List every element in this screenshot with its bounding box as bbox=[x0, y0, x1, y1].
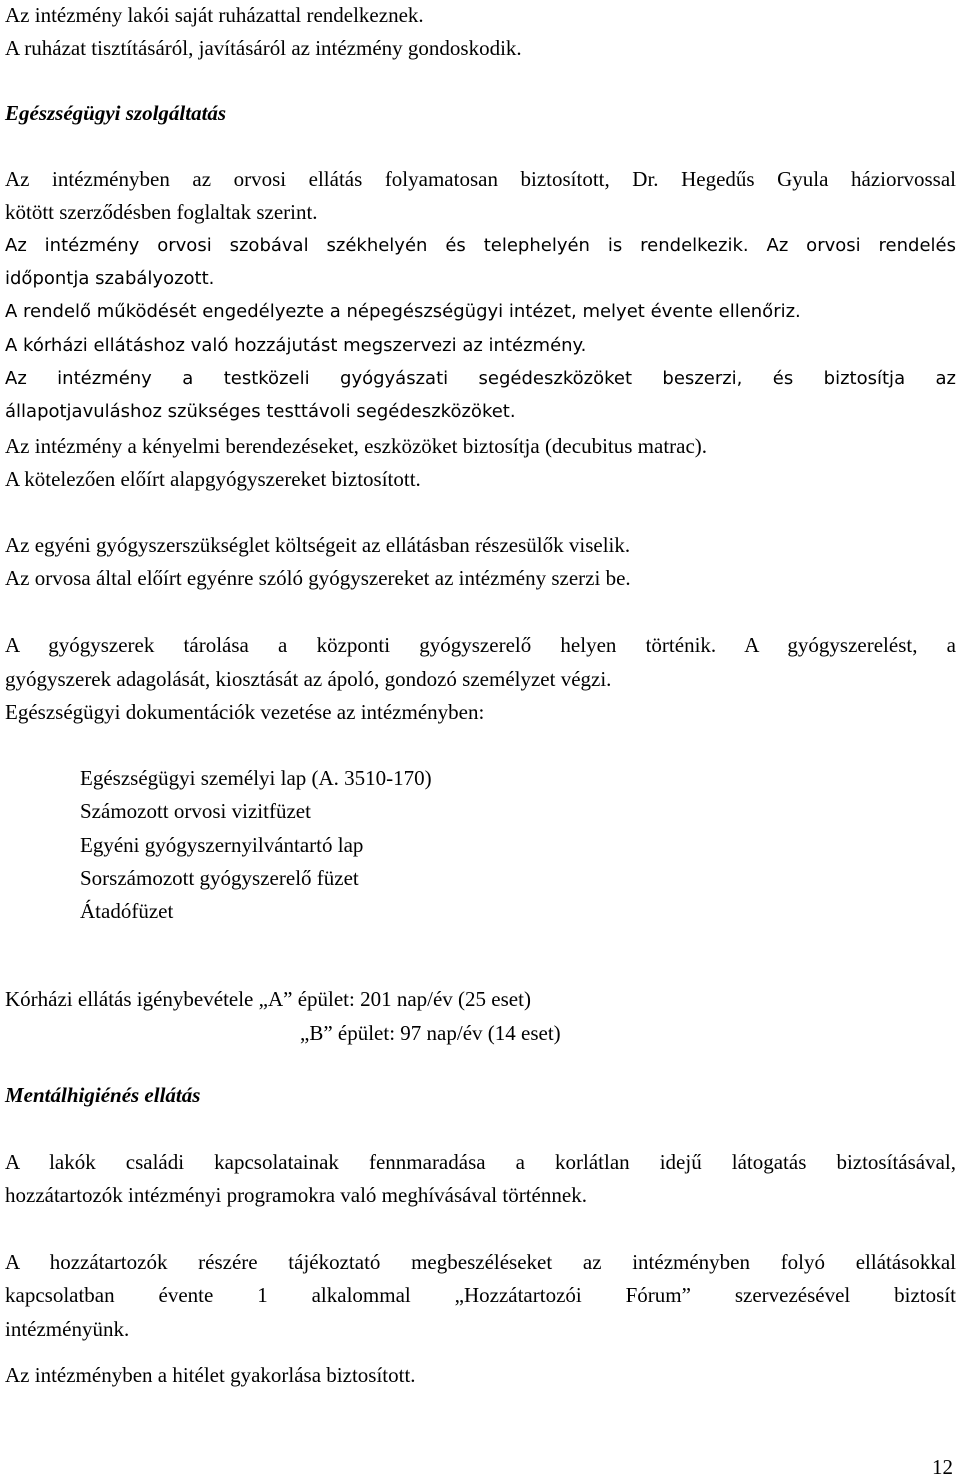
health-p5-line-2: állapotjavuláshoz szükséges testtávoli segédeszközöket. bbox=[5, 401, 516, 422]
health-p4: A kórházi ellátáshoz való hozzájutást megszervezi az intézmény. bbox=[5, 335, 587, 356]
section-heading-mental: Mentálhigiénés ellátás bbox=[5, 1083, 201, 1107]
health-p2-line-2: időpontja szabályozott. bbox=[5, 268, 215, 289]
mental-p3: Az intézményben a hitélet gyakorlása biztosított. bbox=[5, 1363, 416, 1387]
docs-intro: Egészségügyi dokumentációk vezetése az intézményben: bbox=[5, 700, 485, 724]
meds-p2: Az orvosa által előírt egyénre szóló gyógyszereket az intézmény szerzi be. bbox=[5, 566, 631, 590]
docs-list-item: Sorszámozott gyógyszerelő füzet bbox=[80, 866, 359, 890]
health-p1-line-2: kötött szerződésben foglaltak szerint. bbox=[5, 200, 318, 224]
health-p5-line-1: Az intézmény a testközeli gyógyászati segédeszközöket beszerzi, és biztosítja az bbox=[5, 368, 956, 389]
mental-p2-line-1: A hozzátartozók részére tájékoztató megbeszéléseket az intézményben folyó ellátásokkal bbox=[5, 1250, 956, 1274]
health-p3: A rendelő működését engedélyezte a népegészségügyi intézet, melyet évente ellenőriz. bbox=[5, 301, 801, 322]
meds-p3-line-2: gyógyszerek adagolását, kiosztását az ápoló, gondozó személyzet végzi. bbox=[5, 667, 612, 691]
mental-p2-line-2: kapcsolatban évente 1 alkalommal „Hozzátartozói Fórum” szervezésével biztosít bbox=[5, 1283, 956, 1307]
mental-p1-line-1: A lakók családi kapcsolatainak fennmaradása a korlátlan idejű látogatás biztosításával, bbox=[5, 1150, 956, 1174]
docs-list-item: Egyéni gyógyszernyilvántartó lap bbox=[80, 833, 364, 857]
intro-line-1: Az intézmény lakói saját ruházattal rendelkeznek. bbox=[5, 3, 424, 27]
page-number: 12 bbox=[932, 1455, 953, 1479]
docs-list-item: Számozott orvosi vizitfüzet bbox=[80, 799, 311, 823]
section-heading-health: Egészségügyi szolgáltatás bbox=[5, 101, 227, 125]
mental-p1-line-2: hozzátartozók intézményi programokra való meghívásával történnek. bbox=[5, 1183, 587, 1207]
health-p2-line-1: Az intézmény orvosi szobával székhelyén és telephelyén is rendelkezik. Az orvosi rendelés bbox=[5, 235, 956, 256]
docs-list-item: Átadófüzet bbox=[80, 899, 174, 923]
health-p7: A kötelezően előírt alapgyógyszereket biztosított. bbox=[5, 467, 421, 491]
docs-list-item: Egészségügyi személyi lap (A. 3510-170) bbox=[80, 766, 432, 790]
hospital-line-b: „B” épület: 97 nap/év (14 eset) bbox=[300, 1021, 561, 1045]
intro-line-2: A ruházat tisztításáról, javításáról az intézmény gondoskodik. bbox=[5, 36, 522, 60]
health-p6: Az intézmény a kényelmi berendezéseket, eszközöket biztosítja (decubitus matrac). bbox=[5, 434, 708, 458]
meds-p3-line-1: A gyógyszerek tárolása a központi gyógyszerelő helyen történik. A gyógyszerelést, a bbox=[5, 633, 956, 657]
mental-p2-line-3: intézményünk. bbox=[5, 1317, 130, 1341]
health-p1-line-1: Az intézményben az orvosi ellátás folyamatosan biztosított, Dr. Hegedűs Gyula háziorvossal bbox=[5, 167, 956, 191]
meds-p1: Az egyéni gyógyszerszükséglet költségeit az ellátásban részesülők viselik. bbox=[5, 533, 631, 557]
hospital-line-a: Kórházi ellátás igénybevétele „A” épület: 201 nap/év (25 eset) bbox=[5, 987, 531, 1011]
